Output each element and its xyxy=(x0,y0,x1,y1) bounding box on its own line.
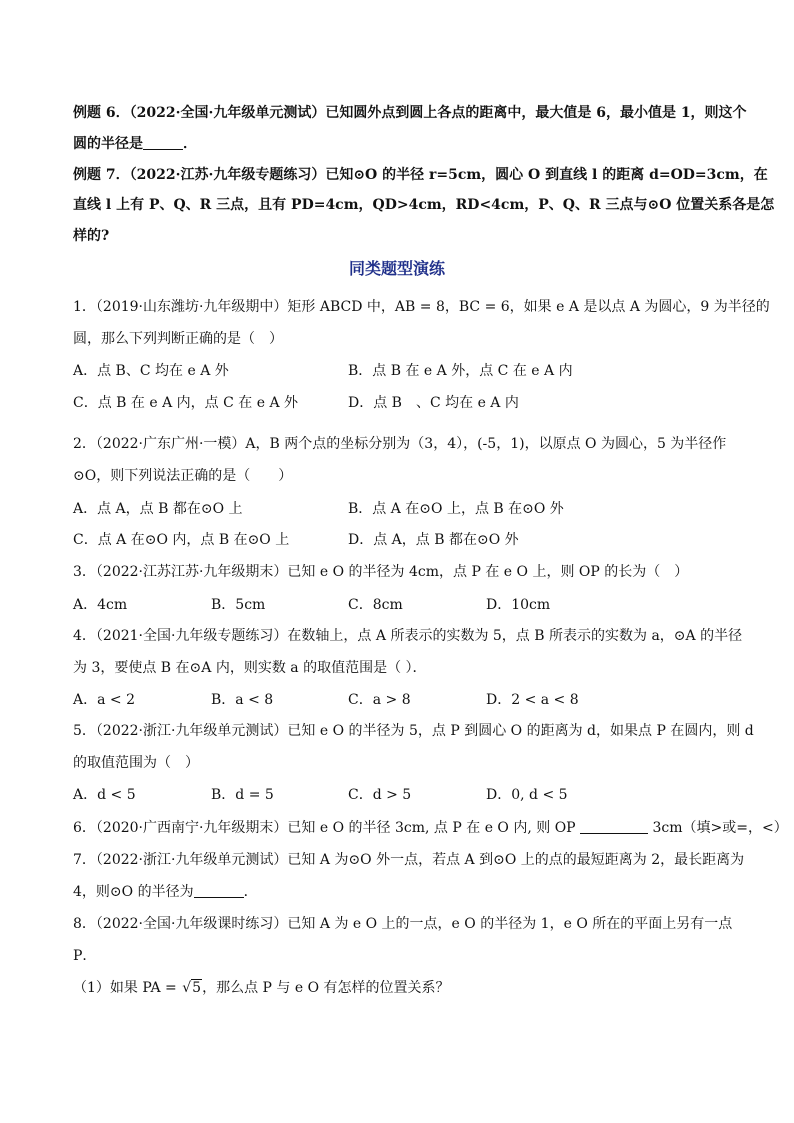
question-8-subquestion-1 xyxy=(73,978,733,998)
option-d[interactable]: D．10cm xyxy=(486,597,551,613)
question-5-line-2: 的取值范围为（ ） xyxy=(73,755,199,771)
question-6-tail: 3cm（填>或=，<） xyxy=(652,820,788,836)
option-c[interactable]: C．a > 8 xyxy=(348,692,411,708)
question-2-line-2: ⊙O，则下列说法正确的是（ ） xyxy=(73,468,293,484)
option-b[interactable]: B．d = 5 xyxy=(211,787,274,803)
option-c[interactable]: C．点 B 在 e A 内，点 C 在 e A 外 xyxy=(73,395,299,411)
question-2-options-row-2 xyxy=(73,530,733,550)
question-1-line-2: 圆，那么下列判断正确的是（ ） xyxy=(73,331,283,347)
option-a[interactable]: A．d < 5 xyxy=(73,787,136,803)
subquestion-1-tail: ，那么点 P 与 e O 有怎样的位置关系？ xyxy=(202,980,450,996)
question-4-line-2: 为 3，要使点 B 在⊙A 内，则实数 a 的取值范围是（ ）． xyxy=(73,660,427,676)
question-8-line-1: 8．（2022·全国·九年级课时练习）已知 A 为 e O 上的一点，e O 的半径为 1，e O 所在的平面上另有一点 xyxy=(73,916,733,932)
question-1-options-row-2 xyxy=(73,393,733,413)
question-2-line-1: 2．（2022·广东广州·一模）A，B 两个点的坐标分别为（3，4），(-5，1)，以原点 O 为圆心，5 为半径作 xyxy=(73,436,727,452)
question-7-text: 4，则⊙O 的半径为 xyxy=(73,884,194,900)
option-a[interactable]: A．点 B、C 均在 e A 外 xyxy=(73,363,229,379)
option-c[interactable]: C．d > 5 xyxy=(348,787,412,803)
question-7-line-2 xyxy=(73,882,733,902)
answer-blank[interactable] xyxy=(194,883,244,898)
option-b[interactable]: B．a < 8 xyxy=(211,692,274,708)
option-d[interactable]: D．点 B 、C 均在 e A 内 xyxy=(348,395,519,411)
section-title: 同类题型演练 xyxy=(348,259,445,278)
example-6-text: 圆的半径是 xyxy=(73,136,143,152)
question-5-line-1: 5．（2022·浙江·九年级单元测试）已知 e O 的半径为 5，点 P 到圆心 O 的距离为 d，如果点 P 在圆内，则 d xyxy=(73,723,754,739)
question-7-period: ． xyxy=(243,884,258,900)
example-7-line-1: 例题 7．（2022·江苏·九年级专题练习）已知⊙O 的半径 r=5cm，圆心 O 到直线 l 的距离 d=OD=3cm，在 xyxy=(73,167,768,183)
question-1-line-1: 1．（2019·山东潍坊·九年级期中）矩形 ABCD 中，AB = 8，BC = 6，如果 e A 是以点 A 为圆心，9 为半径的 xyxy=(73,299,770,315)
square-root: √5 xyxy=(182,980,202,996)
option-b[interactable]: B．点 B 在 e A 外，点 C 在 e A 内 xyxy=(348,363,573,379)
question-3-options xyxy=(73,595,733,615)
option-d[interactable]: D．0, d < 5 xyxy=(486,787,568,803)
example-7-line-2: 直线 l 上有 P、Q、R 三点，且有 PD=4cm，QD>4cm，RD<4cm，P、Q、R 三点与⊙O 位置关系各是怎 xyxy=(73,197,775,213)
question-1-options-row-1 xyxy=(73,361,733,381)
question-4-line-1: 4．（2021·全国·九年级专题练习）在数轴上，点 A 所表示的实数为 5，点 B 所表示的实数为 a，⊙A 的半径 xyxy=(73,628,743,644)
option-a[interactable]: A．a < 2 xyxy=(73,692,135,708)
answer-blank[interactable] xyxy=(143,135,183,150)
example-6-line-2 xyxy=(73,134,733,154)
example-7-line-3: 样的? xyxy=(73,228,110,244)
option-c[interactable]: C．8cm xyxy=(348,597,403,613)
example-6-line-1: 例题 6．（2022·全国·九年级单元测试）已知圆外点到圆上各点的距离中，最大值是 6，最小值是 1，则这个 xyxy=(73,105,747,121)
subquestion-1-text: （1）如果 PA = xyxy=(73,980,177,996)
question-4-options xyxy=(73,690,733,710)
question-3-line-1: 3．（2022·江苏江苏·九年级期末）已知 e O 的半径为 4cm，点 P 在 e O 上，则 OP 的长为（ ） xyxy=(73,564,689,580)
option-b[interactable]: B．5cm xyxy=(211,597,266,613)
question-8-line-2: P． xyxy=(73,948,97,964)
question-6-text: 6．（2020·广西南宁·九年级期末）已知 e O 的半径 3cm, 点 P 在 e O 内, 则 OP xyxy=(73,820,576,836)
option-d[interactable]: D．点 A，点 B 都在⊙O 外 xyxy=(348,532,519,548)
option-a[interactable]: A．点 A，点 B 都在⊙O 上 xyxy=(73,501,243,517)
option-c[interactable]: C．点 A 在⊙O 内，点 B 在⊙O 上 xyxy=(73,532,290,548)
radicand: 5 xyxy=(192,980,202,996)
option-d[interactable]: D．2 < a < 8 xyxy=(486,692,579,708)
option-a[interactable]: A．4cm xyxy=(73,597,128,613)
question-6-line-1 xyxy=(73,818,788,838)
question-5-options xyxy=(73,785,733,805)
answer-blank[interactable] xyxy=(580,819,648,834)
example-6-period: ． xyxy=(183,136,197,152)
option-b[interactable]: B．点 A 在⊙O 上，点 B 在⊙O 外 xyxy=(348,501,564,517)
question-7-line-1: 7．（2022·浙江·九年级单元测试）已知 A 为⊙O 外一点，若点 A 到⊙O 上的点的最短距离为 2，最长距离为 xyxy=(73,852,745,868)
question-2-options-row-1 xyxy=(73,499,733,519)
